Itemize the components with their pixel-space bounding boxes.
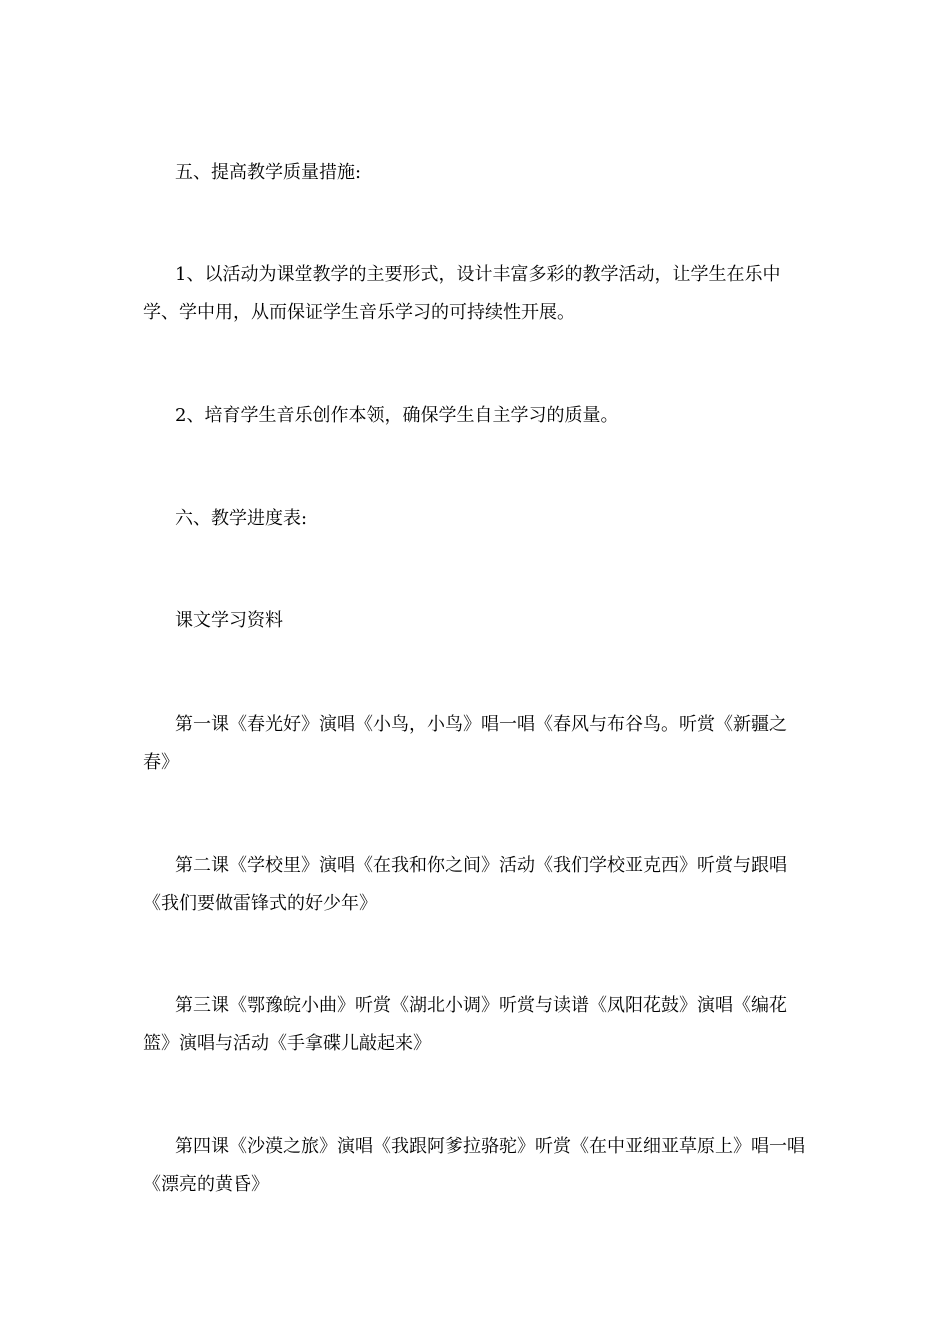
paragraph-lesson-1: 第一课《春光好》演唱《小鸟，小鸟》唱一唱《春风与布谷鸟。听赏《新疆之春》 (143, 714, 787, 773)
paragraph-measure-2: 2、培育学生音乐创作本领，确保学生自主学习的质量。 (175, 405, 619, 426)
heading-section-five: 五、提高教学质量措施: (175, 162, 362, 183)
paragraph-lesson-2: 第二课《学校里》演唱《在我和你之间》活动《我们学校亚克西》听赏与跟唱《我们要做雷锋式的好少年》 (143, 855, 787, 914)
paragraph-lesson-3: 第三课《鄂豫皖小曲》听赏《湖北小调》听赏与读谱《凤阳花鼓》演唱《编花篮》演唱与活动《手拿碟儿敲起来》 (143, 995, 787, 1054)
paragraph-lesson-4: 第四课《沙漠之旅》演唱《我跟阿爹拉骆驼》听赏《在中亚细亚草原上》唱一唱《漂亮的黄昏》 (143, 1136, 805, 1195)
paragraph-measure-1: 1、以活动为课堂教学的主要形式，设计丰富多彩的教学活动，让学生在乐中学、学中用，从而保证学生音乐学习的可持续性开展。 (143, 264, 781, 323)
heading-section-six: 六、教学进度表: (175, 508, 308, 529)
paragraph-lesson-materials: 课文学习资料 (175, 610, 283, 631)
